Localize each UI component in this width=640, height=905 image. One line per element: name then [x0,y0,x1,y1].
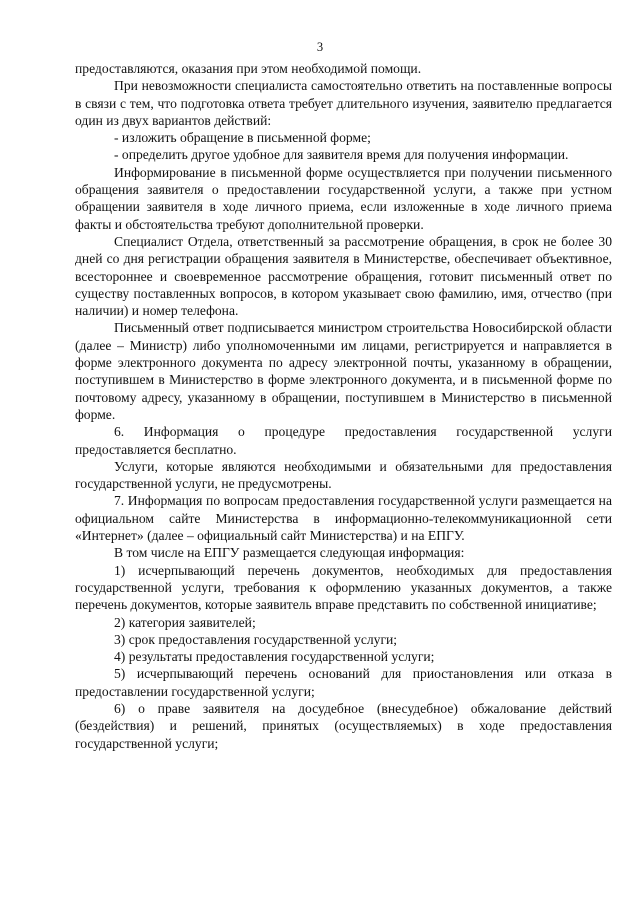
paragraph-written-answer: Письменный ответ подписывается министром строительства Новосибирской области (далее – Министр) либо уполномоченными им лицами, регистрируется и направляется в форме электронного документа по адресу электронной почты, указанному в обращении, поступившем в Министерство в форме электронного документа, и в письменной форме по почтовому адресу, указанному в обращении, поступившем в Министерство в письменной форме. [75,320,612,422]
list-item-1: 1) исчерпывающий перечень документов, необходимых для предоставления государственной услуги, требования к оформлению указанных документов, а также перечень документов, которые заявитель вправе представить по собственной инициативе; [75,562,612,613]
list-item-written-form: - изложить обращение в письменной форме; [114,130,371,146]
paragraph-6: 6. Информация о процедуре предоставления государственной услуги предоставляется бесплатно. [75,424,612,457]
paragraph-services: Услуги, которые являются необходимыми и обязательными для предоставления государственной услуги, не предусмотрены. [75,458,612,492]
list-item-3: 3) срок предоставления государственной услуги; [114,631,398,647]
paragraph-7: 7. Информация по вопросам предоставления государственной услуги размещается на официальном сайте Министерства в информационно-телекоммуникационной сети «Интернет» (далее – официальный сайт Министерства) и на ЕПГУ. [75,493,612,544]
paragraph-epgu: В том числе на ЕПГУ размещается следующая информация: [114,545,465,561]
list-item-4: 4) результаты предоставления государственной услуги; [114,649,435,665]
list-item-5: 5) исчерпывающий перечень оснований для приостановления или отказа в предоставлении государственной услуги; [75,666,612,699]
document-body [75,60,612,752]
list-item-6: 6) о праве заявителя на досудебное (внесудебное) обжалование действий (бездействия) и решений, принятых (осуществляемых) в ходе предоставления государственной услуги; [75,700,612,751]
page-number: 3 [316,40,324,54]
paragraph-2: При невозможности специалиста самостоятельно ответить на поставленные вопросы в связи с тем, что подготовка ответа требует длительного изучения, заявителю предлагается один из двух вариантов действий: [75,78,612,128]
list-item-2: 2) категория заявителей; [114,614,256,630]
paragraph-1: предоставляются, оказания при этом необходимой помощи. [75,61,422,76]
paragraph-written-informing: Информирование в письменной форме осуществляется при получении письменного обращения заявителя о предоставлении государственной услуги, а также при устном обращении заявителя в ходе личного приема, если изложенные в ходе личного приема факты и обстоятельства требуют дополнительной проверки. [75,164,612,232]
paragraph-specialist: Специалист Отдела, ответственный за рассмотрение обращения, в срок не более 30 дней со дня регистрации обращения заявителя в Министерстве, обеспечивает объективное, всестороннее и своевременное рассмотрение обращения, готовит письменный ответ по существу поставленных вопросов, в котором указывает свою фамилию, имя, отчество (при наличии) и номер телефона. [75,233,612,319]
list-item-other-time: - определить другое удобное для заявителя время для получения информации. [114,147,569,163]
